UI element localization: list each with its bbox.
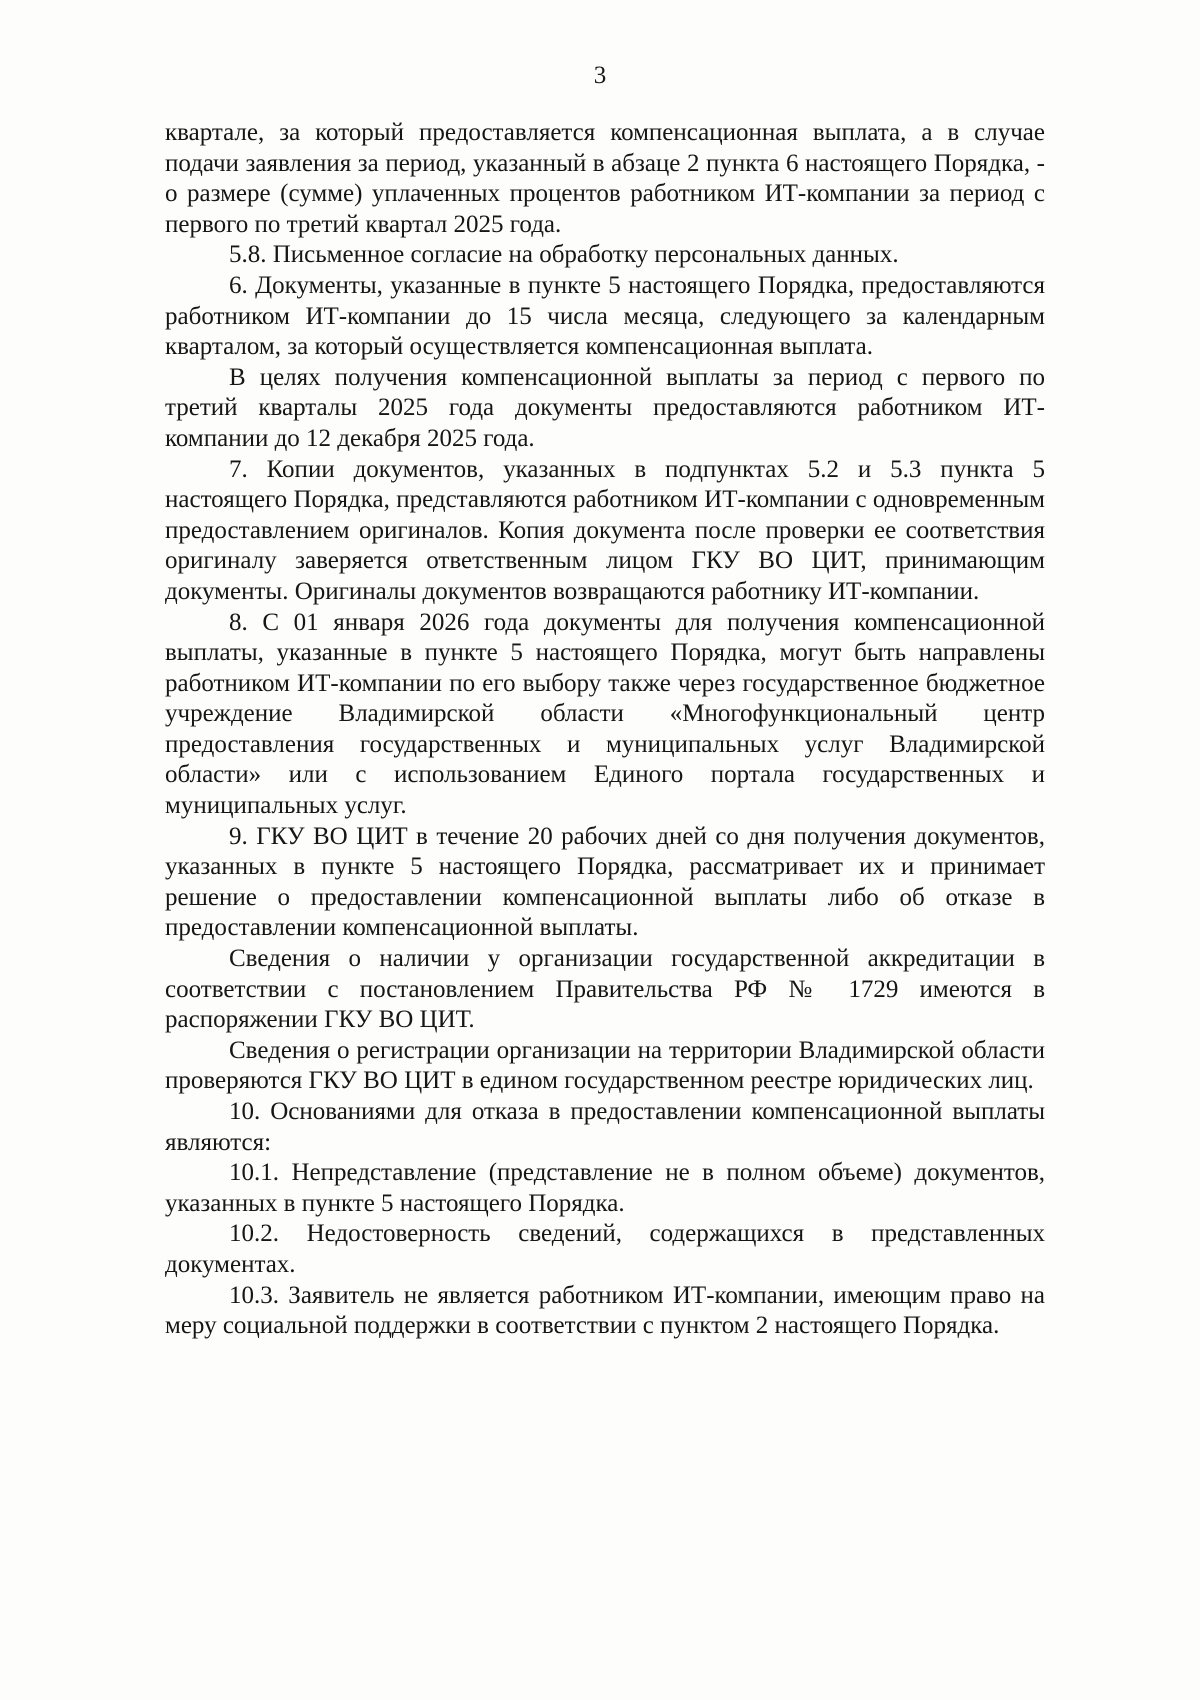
paragraph-10-3: 10.3. Заявитель не является работником ИТ-компании, имеющим право на меру социальной поддержки в соответствии с пунктом 2 настоящего Порядка. [165, 1281, 1045, 1340]
paragraph-9-accreditation: Сведения о наличии у организации государственной аккредитации в соответствии с постановлением Правительства РФ № 1729 имеются в распоряжении ГКУ ВО ЦИТ. [165, 945, 1045, 1034]
paragraph-6-deadline: В целях получения компенсационной выплаты за период с первого по третий кварталы 2025 года документы предоставляются работником ИТ-компании до 12 декабря 2025 года. [165, 363, 1045, 452]
document-body [165, 118, 1045, 1342]
paragraph-9: 9. ГКУ ВО ЦИТ в течение 20 рабочих дней со дня получения документов, указанных в пункте 5 настоящего Порядка, рассматривает их и принимает решение о предоставлении компенсационной выплаты либо об отказе в предоставлении компенсационной выплаты. [165, 822, 1045, 942]
page-number: 3 [593, 62, 607, 89]
paragraph-7: 7. Копии документов, указанных в подпунктах 5.2 и 5.3 пункта 5 настоящего Порядка, представляются работником ИТ-компании с одновременным предоставлением оригиналов. Копия документа после проверки ее соответствия оригиналу заверяется ответственным лицом ГКУ ВО ЦИТ, принимающим документы. Оригиналы документов возвращаются работнику ИТ-компании. [165, 455, 1045, 605]
paragraph-10-1: 10.1. Непредставление (представление не в полном объеме) документов, указанных в пункте 5 настоящего Порядка. [165, 1159, 1045, 1217]
paragraph-10-2: 10.2. Недостоверность сведений, содержащихся в представленных документах. [165, 1220, 1045, 1278]
paragraph-9-registration: Сведения о регистрации организации на территории Владимирской области проверяются ГКУ ВО ЦИТ в едином государственном реестре юридических лиц. [165, 1036, 1045, 1095]
paragraph-10: 10. Основаниями для отказа в предоставлении компенсационной выплаты являются: [165, 1098, 1045, 1156]
paragraph-8: 8. С 01 января 2026 года документы для получения компенсационной выплаты, указанные в пункте 5 настоящего Порядка, могут быть направлены работником ИТ-компании по его выбору также через государственное бюджетное учреждение Владимирской области «Многофункциональный центр предоставления государственных и муниципальных услуг Владимирской области» или с использованием Единого портала государственных и муниципальных услуг. [165, 608, 1045, 820]
paragraph-6: 6. Документы, указанные в пункте 5 настоящего Порядка, предоставляются работником ИТ-компании до 15 числа месяца, следующего за календарным кварталом, за который осуществляется компенсационная выплата. [165, 271, 1045, 361]
paragraph-5-8: 5.8. Письменное согласие на обработку персональных данных. [229, 241, 899, 269]
paragraph-continuation: квартале, за который предоставляется компенсационная выплата, а в случае подачи заявления за период, указанный в абзаце 2 пункта 6 настоящего Порядка, - о размере (сумме) уплаченных процентов работником ИТ-компании за период с первого по третий квартал 2025 года. [165, 119, 1045, 238]
